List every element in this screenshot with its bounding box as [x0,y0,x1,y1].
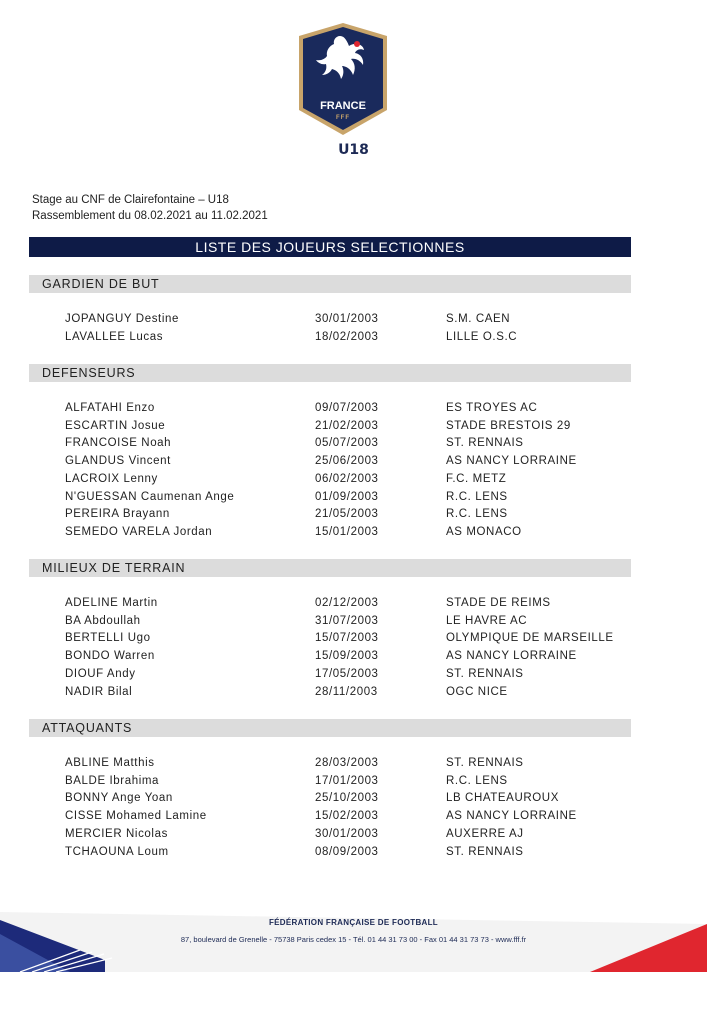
player-club: OLYMPIQUE DE MARSEILLE [446,632,614,645]
player-row [0,613,707,631]
player-dob: 28/03/2003 [315,757,379,769]
section-forwards [29,719,631,737]
section-title: ATTAQUANTS [42,721,133,735]
intro-line-1: Stage au CNF de Clairefontaine – U18 [32,194,229,206]
player-club: LILLE O.S.C [446,331,518,343]
player-name: MERCIER Nicolas [65,827,168,840]
player-club: AS MONACO [446,525,522,538]
player-club: AS NANCY LORRAINE [446,810,577,823]
section-defenders [29,364,631,382]
player-name: BALDE Ibrahima [65,774,160,787]
player-row [0,630,707,648]
player-name: NADIR Bilal [65,685,133,698]
player-dob: 17/01/2003 [315,774,379,787]
svg-text:FRANCE: FRANCE [320,100,366,112]
player-name: BONNY Ange Yoan [65,792,173,805]
player-dob: 02/12/2003 [315,597,379,609]
player-row [0,329,707,347]
player-row [0,773,707,791]
player-row [0,666,707,684]
player-dob: 15/02/2003 [315,810,379,823]
player-row [0,826,707,844]
player-name: SEMEDO VARELA Jordan [65,525,213,538]
player-row [0,755,707,773]
player-club: R.C. LENS [446,490,508,503]
team-label: U18 [338,142,369,158]
player-dob: 06/02/2003 [315,472,379,485]
player-club: AS NANCY LORRAINE [446,455,577,468]
player-name: ESCARTIN Josue [65,419,166,432]
player-name: DIOUF Andy [65,667,136,680]
section-midfielders [29,559,631,577]
player-dob: 25/10/2003 [315,792,379,805]
player-dob: 01/09/2003 [315,490,379,503]
player-club: F.C. METZ [446,472,507,485]
player-row [0,418,707,436]
player-dob: 15/01/2003 [315,525,379,538]
player-club: STADE BRESTOIS 29 [446,419,571,432]
player-name: FRANCOISE Noah [65,437,172,450]
player-dob: 25/06/2003 [315,455,379,468]
player-name: BERTELLI Ugo [65,632,151,645]
fff-logo [297,22,389,136]
player-name: PEREIRA Brayann [65,508,170,521]
footer-title: FÉDÉRATION FRANÇAISE DE FOOTBALL [268,918,438,927]
player-name: BONDO Warren [65,650,155,663]
player-dob: 30/01/2003 [315,827,379,840]
section-title: GARDIEN DE BUT [42,277,160,291]
player-dob: 15/07/2003 [315,632,379,645]
player-row [0,808,707,826]
player-dob: 15/09/2003 [315,650,379,663]
player-dob: 31/07/2003 [315,614,379,627]
player-club: ST. RENNAIS [446,845,524,858]
player-row [0,506,707,524]
player-row [0,311,707,329]
player-name: N'GUESSAN Caumenan Ange [65,490,235,503]
player-club: OGC NICE [446,685,508,698]
player-row [0,453,707,471]
player-row [0,595,707,613]
player-name: CISSE Mohamed Lamine [65,810,207,823]
player-row [0,844,707,862]
player-row [0,435,707,453]
player-dob: 18/02/2003 [315,331,379,343]
player-club: R.C. LENS [446,774,508,787]
player-club: ES TROYES AC [446,402,538,414]
intro-line-2: Rassemblement du 08.02.2021 au 11.02.2021 [32,209,268,222]
player-club: LE HAVRE AC [446,614,528,627]
player-club: STADE DE REIMS [446,597,551,609]
player-dob: 21/02/2003 [315,419,379,432]
player-name: ALFATAHI Enzo [65,402,155,414]
player-club: AUXERRE AJ [446,827,524,840]
player-club: AS NANCY LORRAINE [446,650,577,663]
intro [32,193,268,224]
player-dob: 08/09/2003 [315,845,379,858]
player-name: TCHAOUNA Loum [65,845,169,858]
player-row [0,790,707,808]
player-dob: 30/01/2003 [315,313,379,325]
player-dob: 09/07/2003 [315,402,379,414]
player-club: LB CHATEAUROUX [446,792,559,805]
player-row [0,400,707,418]
svg-text:FFF: FFF [336,115,350,121]
player-name: ADELINE Martin [65,597,158,609]
list-title-banner: LISTE DES JOUEURS SELECTIONNES [29,237,631,257]
player-club: ST. RENNAIS [446,437,524,450]
footer-address: 87, boulevard de Grenelle - 75738 Paris cedex 15 - Tél. 01 44 31 73 00 - Fax 01 44 31 73 73 - www.fff.fr [180,935,527,944]
player-dob: 05/07/2003 [315,437,379,450]
player-row [0,471,707,489]
player-dob: 21/05/2003 [315,508,379,521]
player-row [0,489,707,507]
section-goalkeepers [29,275,631,293]
player-name: GLANDUS Vincent [65,455,171,468]
player-row [0,684,707,702]
section-title: MILIEUX DE TERRAIN [42,561,186,575]
player-name: LAVALLEE Lucas [65,331,164,343]
player-club: R.C. LENS [446,508,508,521]
player-name: LACROIX Lenny [65,472,158,485]
player-club: S.M. CAEN [446,313,511,325]
player-club: ST. RENNAIS [446,757,524,769]
player-name: JOPANGUY Destine [65,313,179,325]
player-row [0,524,707,542]
player-dob: 17/05/2003 [315,667,379,680]
player-name: BA Abdoullah [65,614,141,627]
player-row [0,648,707,666]
player-club: ST. RENNAIS [446,667,524,680]
section-title: DEFENSEURS [42,366,136,380]
player-dob: 28/11/2003 [315,685,378,698]
player-name: ABLINE Matthis [65,757,155,769]
